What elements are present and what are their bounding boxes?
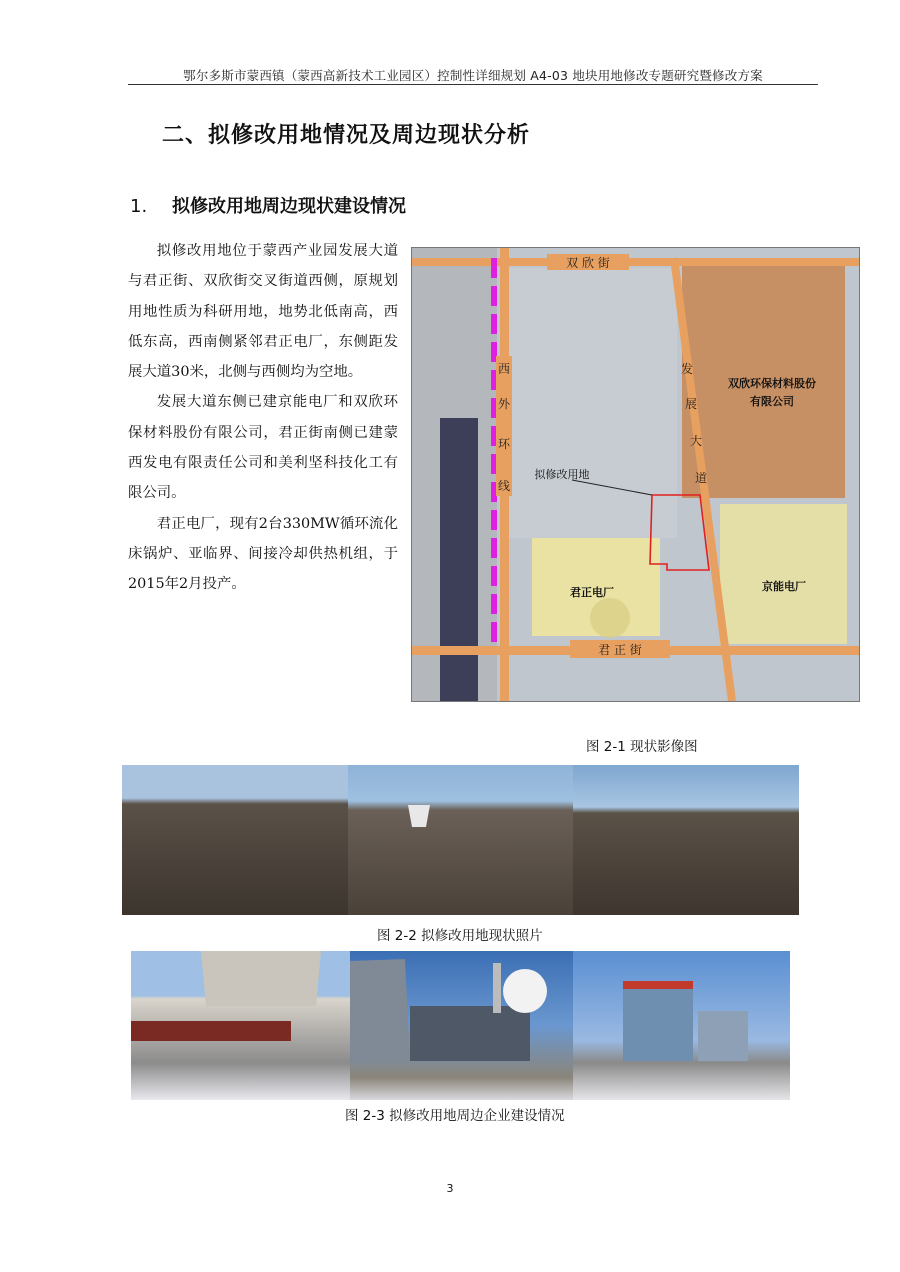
road-shuangxin <box>412 258 859 266</box>
photo-2-graphic <box>350 951 573 1100</box>
label-road-east-4: 道 <box>694 471 708 485</box>
enterprise-photo-3 <box>573 951 790 1100</box>
label-junzheng-plant: 君正电厂 <box>570 586 614 599</box>
label-jingneng-plant: 京能电厂 <box>762 580 806 593</box>
header-rule <box>128 84 818 85</box>
label-road-north: 双 欣 街 <box>566 256 610 270</box>
enterprise-photo-2 <box>350 951 573 1100</box>
paragraph-3: 君正电厂，现有2台330MW循环流化床锅炉、亚临界、间接冷却供热机组，于2015年2月投产。 <box>128 515 398 593</box>
running-header: 鄂尔多斯市蒙西镇（蒙西高新技术工业园区）控制性详细规划 A4-03 地块用地修改专题研究暨修改方案 <box>183 68 763 83</box>
label-road-east-2: 展 <box>684 397 698 411</box>
page-number: 3 <box>446 1182 454 1195</box>
enterprise-photo-1 <box>131 951 350 1100</box>
photo-3-graphic <box>573 951 790 1100</box>
label-road-south: 君 正 街 <box>598 643 642 657</box>
label-road-east-1: 发 <box>680 362 694 376</box>
cooling-tower-graphic <box>348 765 573 915</box>
map-graphic <box>412 248 859 701</box>
figure-2-caption: 图 2-2 拟修改用地现状照片 <box>377 928 543 944</box>
label-shuangxin-1: 双欣环保材料股份 <box>728 377 816 390</box>
subsection-text: 拟修改用地周边现状建设情况 <box>172 196 406 217</box>
section-title: 二、拟修改用地情况及周边现状分析 <box>162 123 531 148</box>
jingneng-zone <box>720 504 847 644</box>
label-road-east-3: 大 <box>689 434 703 448</box>
label-road-west-1: 西 <box>497 362 511 376</box>
label-road-west-3: 环 <box>497 437 511 451</box>
body-text <box>128 236 398 600</box>
site-photo-3 <box>573 765 799 915</box>
figure-1-caption: 图 2-1 现状影像图 <box>586 739 698 755</box>
label-parcel: 拟修改用地 <box>534 468 590 481</box>
label-road-west-4: 线 <box>497 479 511 493</box>
paragraph-1: 拟修改用地位于蒙西产业园发展大道与君正街、双欣街交叉街道西侧，原规划用地性质为科研用地，地势北低南高，西低东高，西南侧紧邻君正电厂，东侧距发展大道30米，北侧与西侧均为空地。 <box>128 243 398 381</box>
satellite-map <box>411 247 860 702</box>
coal-yard <box>440 418 478 701</box>
paragraph-2: 发展大道东侧已建京能电厂和双欣环保材料股份有限公司，君正街南侧已建蒙西发电有限责任公司和美利坚科技化工有限公司。 <box>128 394 398 502</box>
subsection-title <box>130 192 406 218</box>
label-road-west-2: 外 <box>497 397 511 411</box>
subsection-number: 1. <box>130 196 148 217</box>
label-shuangxin-2: 有限公司 <box>750 395 794 408</box>
site-photo-1 <box>122 765 348 915</box>
figure-3-caption: 图 2-3 拟修改用地周边企业建设情况 <box>345 1108 565 1124</box>
site-photo-2 <box>348 765 573 915</box>
photo-1-graphic <box>131 951 350 1100</box>
